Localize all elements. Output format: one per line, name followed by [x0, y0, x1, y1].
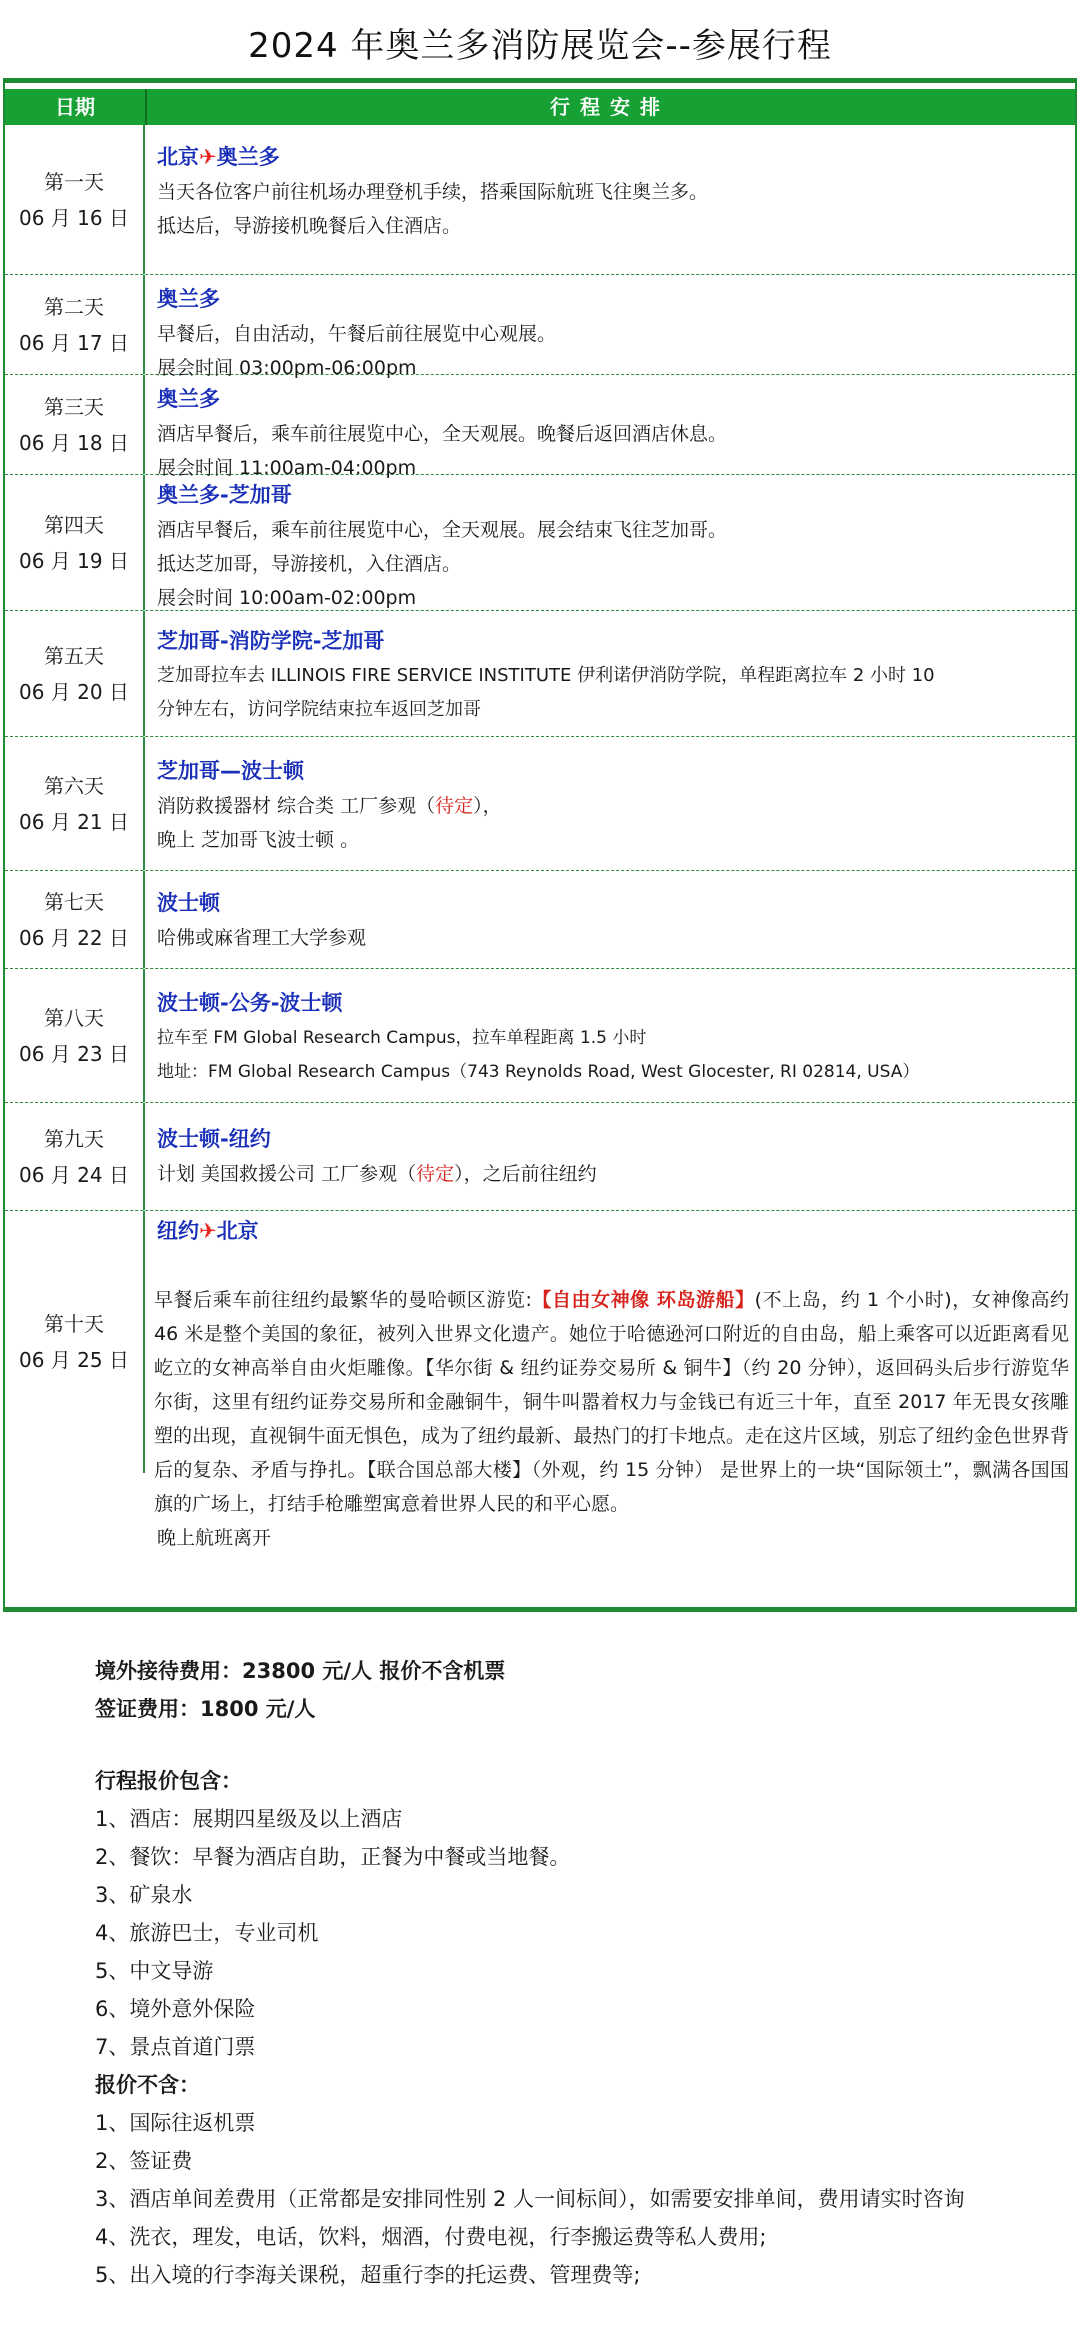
day-row-9	[5, 1103, 1075, 1211]
day-label: 第三天	[44, 394, 104, 419]
highlight-attraction: 【自由女神像 环岛游船】	[531, 1289, 755, 1311]
plan-line: 晚上航班离开	[157, 1527, 272, 1549]
header-date: 日期	[55, 95, 95, 119]
day-row-2	[5, 275, 1075, 379]
day-date: 06 月 22 日	[19, 925, 129, 950]
day-label: 第五天	[44, 643, 104, 668]
plan-line: 晚上 芝加哥飞波士顿 。	[157, 829, 360, 851]
day-row-7	[5, 871, 1075, 969]
day-date: 06 月 17 日	[19, 330, 129, 355]
list-item: 3、酒店单间差费用（正常都是安排同性别 2 人一间标间），如需要安排单间，费用请实时咨询	[95, 2187, 965, 2211]
day-date: 06 月 20 日	[19, 679, 129, 704]
plan-line: 早餐后，自由活动，午餐后前往展览中心观展。	[157, 323, 557, 345]
day-label: 第二天	[44, 294, 104, 319]
route-title: 波士顿	[157, 891, 220, 915]
includes-section	[95, 1762, 995, 2294]
plan-line: 抵达芝加哥，导游接机，入住酒店。	[157, 553, 462, 575]
list-item: 2、餐饮：早餐为酒店自助，正餐为中餐或当地餐。	[95, 1845, 571, 1869]
excludes-title: 报价不含：	[95, 2073, 200, 2097]
day-date: 06 月 21 日	[19, 809, 129, 834]
list-item: 1、国际往返机票	[95, 2111, 256, 2135]
day-row-10	[5, 1211, 1075, 1611]
day-date: 06 月 16 日	[19, 205, 129, 230]
route-title: 芝加哥-消防学院-芝加哥	[157, 629, 385, 653]
visa-fee: 签证费用：1800 元/人	[95, 1697, 316, 1721]
includes-title: 行程报价包含：	[95, 1769, 242, 1793]
plan-line: 哈佛或麻省理工大学参观	[157, 927, 367, 949]
day-date: 06 月 18 日	[19, 430, 129, 455]
plan-line: 展会时间 10:00am-02:00pm	[157, 587, 417, 609]
pending-note: 待定	[435, 795, 474, 817]
list-item: 4、洗衣，理发，电话，饮料，烟酒，付费电视，行李搬运费等私人费用;	[95, 2225, 767, 2249]
list-item: 5、中文导游	[95, 1959, 214, 1983]
list-item: 4、旅游巴士，专业司机	[95, 1921, 319, 1945]
day-label: 第八天	[44, 1005, 104, 1030]
route-title: 奥兰多	[157, 387, 220, 411]
itinerary-table	[3, 78, 1077, 1612]
route-title: 奥兰多	[157, 287, 220, 311]
plan-paragraph: 早餐后乘车前往纽约最繁华的曼哈顿区游览:【自由女神像 环岛游船】(不上岛，约 1 个小时)，女神像高约 46 米是整个美国的象征，被列入世界文化遗产。她位于哈德逊河口附近的自由岛，船上乘客可以近距离看见屹立的女神高举自由火炬雕像。【华尔街 & 纽约证券交易所 & 铜牛】（约 20 分钟），返回码头后步行游览华尔街，这里有纽约证券交易所和金融铜牛，铜牛叫嚣着权力与金钱已有近三十年，直至 2017 年无畏女孩雕塑的出现，直视铜牛面无惧色，成为了纽约最新、最热门的打卡地点。走在这片区域，别忘了纽约金色世界背后的复杂、矛盾与挣扎。【联合国总部大楼】（外观，约 15 分钟） 是世界上的一块“国际领土”，飘满各国国旗的广场上，打结手枪雕塑寓意着世界人民的和平心愿。	[154, 1289, 1070, 1515]
list-item: 2、签证费	[95, 2149, 193, 2173]
plan-line: 消防救援器材 综合类 工厂参观（待定），	[157, 795, 502, 817]
plan-line: 酒店早餐后，乘车前往展览中心，全天观展。展会结束飞往芝加哥。	[157, 519, 728, 541]
plan-line: 地址：FM Global Research Campus（743 Reynolds Road, West Glocester, RI 02814, USA）	[157, 1062, 920, 1082]
plan-line: 拉车至 FM Global Research Campus，拉车单程距离 1.5 小时	[157, 1028, 647, 1048]
day-label: 第四天	[44, 512, 104, 537]
day-row-1	[5, 125, 1075, 275]
plan-line: 抵达后，导游接机晚餐后入住酒店。	[157, 215, 462, 237]
header-plan: 行程安排	[550, 95, 670, 119]
list-item: 3、矿泉水	[95, 1883, 193, 1907]
airplane-icon: ✈	[199, 145, 217, 169]
page-title: 2024 年奥兰多消防展览会--参展行程	[248, 26, 832, 66]
plan-line: 芝加哥拉车去 ILLINOIS FIRE SERVICE INSTITUTE 伊利诺伊消防学院，单程距离拉车 2 小时 10	[157, 665, 935, 686]
route-title: 奥兰多-芝加哥	[157, 483, 292, 507]
route-title: 芝加哥—波士顿	[157, 759, 304, 783]
plan-line: 酒店早餐后，乘车前往展览中心，全天观展。晚餐后返回酒店休息。	[157, 423, 728, 445]
plan-line: 展会时间 03:00pm-06:00pm	[157, 357, 417, 379]
route-title: 北京✈奥兰多	[157, 145, 280, 169]
pending-note: 待定	[416, 1163, 455, 1185]
day-date: 06 月 19 日	[19, 548, 129, 573]
list-item: 6、境外意外保险	[95, 1997, 256, 2021]
table-header	[5, 89, 1075, 125]
day-date: 06 月 25 日	[19, 1348, 129, 1372]
list-item: 1、酒店：展期四星级及以上酒店	[95, 1807, 403, 1831]
plan-line: 分钟左右，访问学院结束拉车返回芝加哥	[157, 699, 481, 720]
fees-section	[95, 1652, 995, 1728]
day-row-5	[5, 611, 1075, 737]
list-item: 7、景点首道门票	[95, 2035, 256, 2059]
day-date: 06 月 23 日	[19, 1041, 129, 1066]
plan-line: 计划 美国救援公司 工厂参观（待定），之后前往纽约	[157, 1163, 597, 1185]
day-label: 第七天	[44, 889, 104, 914]
day-label: 第一天	[44, 169, 104, 194]
day-row-6	[5, 737, 1075, 871]
day-label: 第九天	[44, 1126, 104, 1151]
route-title: 纽约✈北京	[157, 1219, 259, 1243]
day-label: 第六天	[44, 773, 104, 798]
reception-fee: 境外接待费用：23800 元/人 报价不含机票	[95, 1659, 506, 1683]
plan-line: 展会时间 11:00am-04:00pm	[157, 457, 417, 479]
plan-line: 当天各位客户前往机场办理登机手续，搭乘国际航班飞往奥兰多。	[157, 181, 709, 203]
airplane-icon: ✈	[199, 1219, 217, 1243]
day-row-3	[5, 375, 1075, 479]
route-title: 波士顿-纽约	[157, 1127, 271, 1151]
route-title: 波士顿-公务-波士顿	[157, 991, 343, 1015]
day-date: 06 月 24 日	[19, 1162, 129, 1187]
day-row-4	[5, 475, 1075, 611]
day-row-8	[5, 969, 1075, 1103]
day-label: 第十天	[44, 1312, 104, 1336]
list-item: 5、出入境的行李海关课税，超重行李的托运费、管理费等;	[95, 2263, 641, 2287]
